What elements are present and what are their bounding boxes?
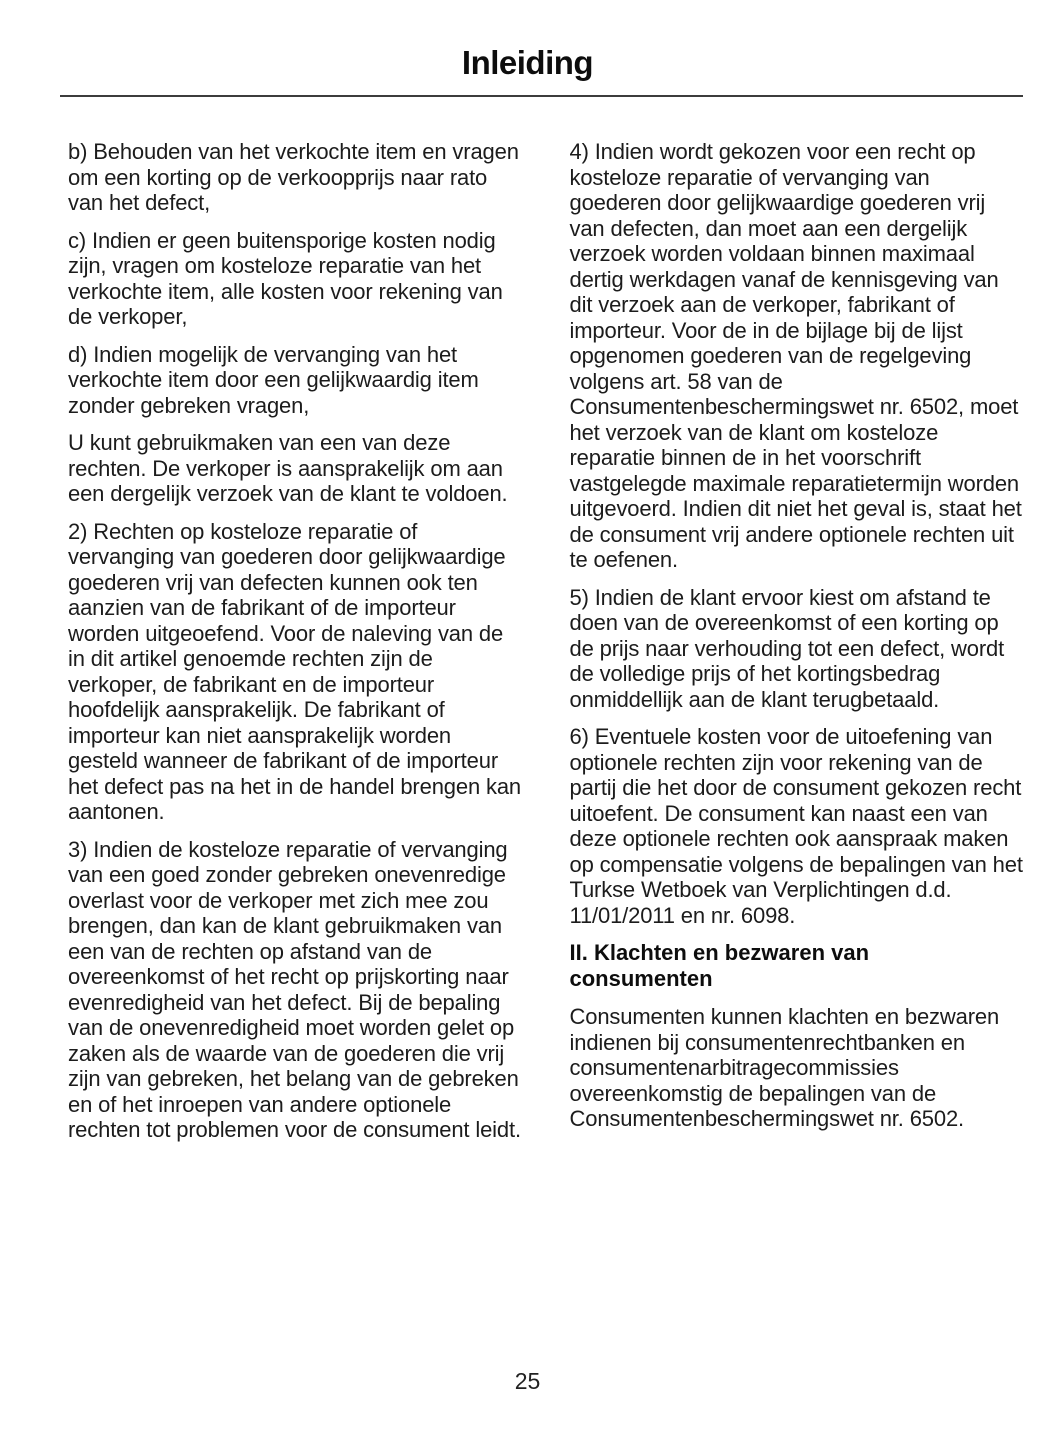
section-heading-complaints: II. Klachten en bezwaren van consumenten xyxy=(569,940,870,991)
paragraph-b: b) Behouden van het verkochte item en vragen om een korting op de verkoopprijs naar rato van het defect, xyxy=(68,139,519,215)
page-header xyxy=(0,0,1055,82)
page-footer xyxy=(0,1368,1055,1395)
paragraph-6: 6) Eventuele kosten voor de uitoefening van optionele rechten zijn voor rekening van de partij die het door de consument gekozen recht uitoefent. De consument kan naast een van deze optionele rechten ook aanspraak maken op compensatie volgens de bepalingen van het Turkse Wetboek van Verplichtingen d.d. 11/01/2011 en nr. 6098. xyxy=(569,724,1023,928)
page-number: 25 xyxy=(514,1368,541,1394)
page-title: Inleiding xyxy=(461,44,594,81)
right-column xyxy=(570,139,1024,1155)
paragraph-4: 4) Indien wordt gekozen voor een recht op kosteloze reparatie of vervanging van goederen door gelijkwaardige goederen vrij van defecten, dan moet aan een dergelijk verzoek worden voldaan binnen maximaal dertig werkdagen vanaf de kennisgeving van dit verzoek aan de verkoper, fabrikant of importeur. Voor de in de bijlage bij de lijst opgenomen goederen van de regelgeving volgens art. 58 van de Consumentenbeschermingswet nr. 6502, moet het verzoek van de klant om kosteloze reparatie binnen de in het voorschrift vastgelegde maximale reparatietermijn worden uitgevoerd. Indien dit niet het geval is, staat het de consument vrij andere optionele rechten uit te oefenen. xyxy=(569,139,1022,572)
page-content xyxy=(0,97,1055,1155)
left-column xyxy=(68,139,522,1155)
paragraph-3: 3) Indien de kosteloze reparatie of vervanging van een goed zonder gebreken onevenredige overlast voor de verkoper met zich mee zou brengen, dan kan de klant gebruikmaken van een van de rechten op afstand van de overeenkomst of het recht op prijskorting naar evenredigheid van het defect. Bij de bepaling van de onevenredigheid moet worden gelet op zaken als de waarde van de goederen die vrij zijn van gebreken, het belang van de gebreken en of het inroepen van andere optionele rechten tot problemen voor de consument leidt. xyxy=(68,836,521,1142)
paragraph-rights-note: U kunt gebruikmaken van een van deze rechten. De verkoper is aansprakelijk om aan een dergelijk verzoek van de klant te voldoen. xyxy=(68,430,508,506)
paragraph-complaints: Consumenten kunnen klachten en bezwaren indienen bij consumentenrechtbanken en consumentenarbitragecommissies overeenkomstig de bepalingen van de Consumentenbeschermingswet nr. 6502. xyxy=(569,1004,1000,1131)
paragraph-2: 2) Rechten op kosteloze reparatie of vervanging van goederen door gelijkwaardige goederen vrij van defecten kunnen ook ten aanzien van de fabrikant of de importeur worden uitgeoefend. Voor de naleving van de in dit artikel genoemde rechten zijn de verkoper, de fabrikant en de importeur hoofdelijk aansprakelijk. De fabrikant of importeur kan niet aansprakelijk worden gesteld wanneer de fabrikant of de importeur het defect pas na het in de handel brengen kan aantonen. xyxy=(68,518,522,824)
paragraph-5: 5) Indien de klant ervoor kiest om afstand te doen van de overeenkomst of een korting op de prijs naar verhouding tot een defect, wordt de volledige prijs of het kortingsbedrag onmiddellijk aan de klant terugbetaald. xyxy=(569,584,1005,712)
paragraph-c: c) Indien er geen buitensporige kosten nodig zijn, vragen om kosteloze reparatie van het verkochte item, alle kosten voor rekening van de verkoper, xyxy=(68,227,503,329)
paragraph-d: d) Indien mogelijk de vervanging van het verkochte item door een gelijkwaardig item zonder gebreken vragen, xyxy=(68,341,479,418)
